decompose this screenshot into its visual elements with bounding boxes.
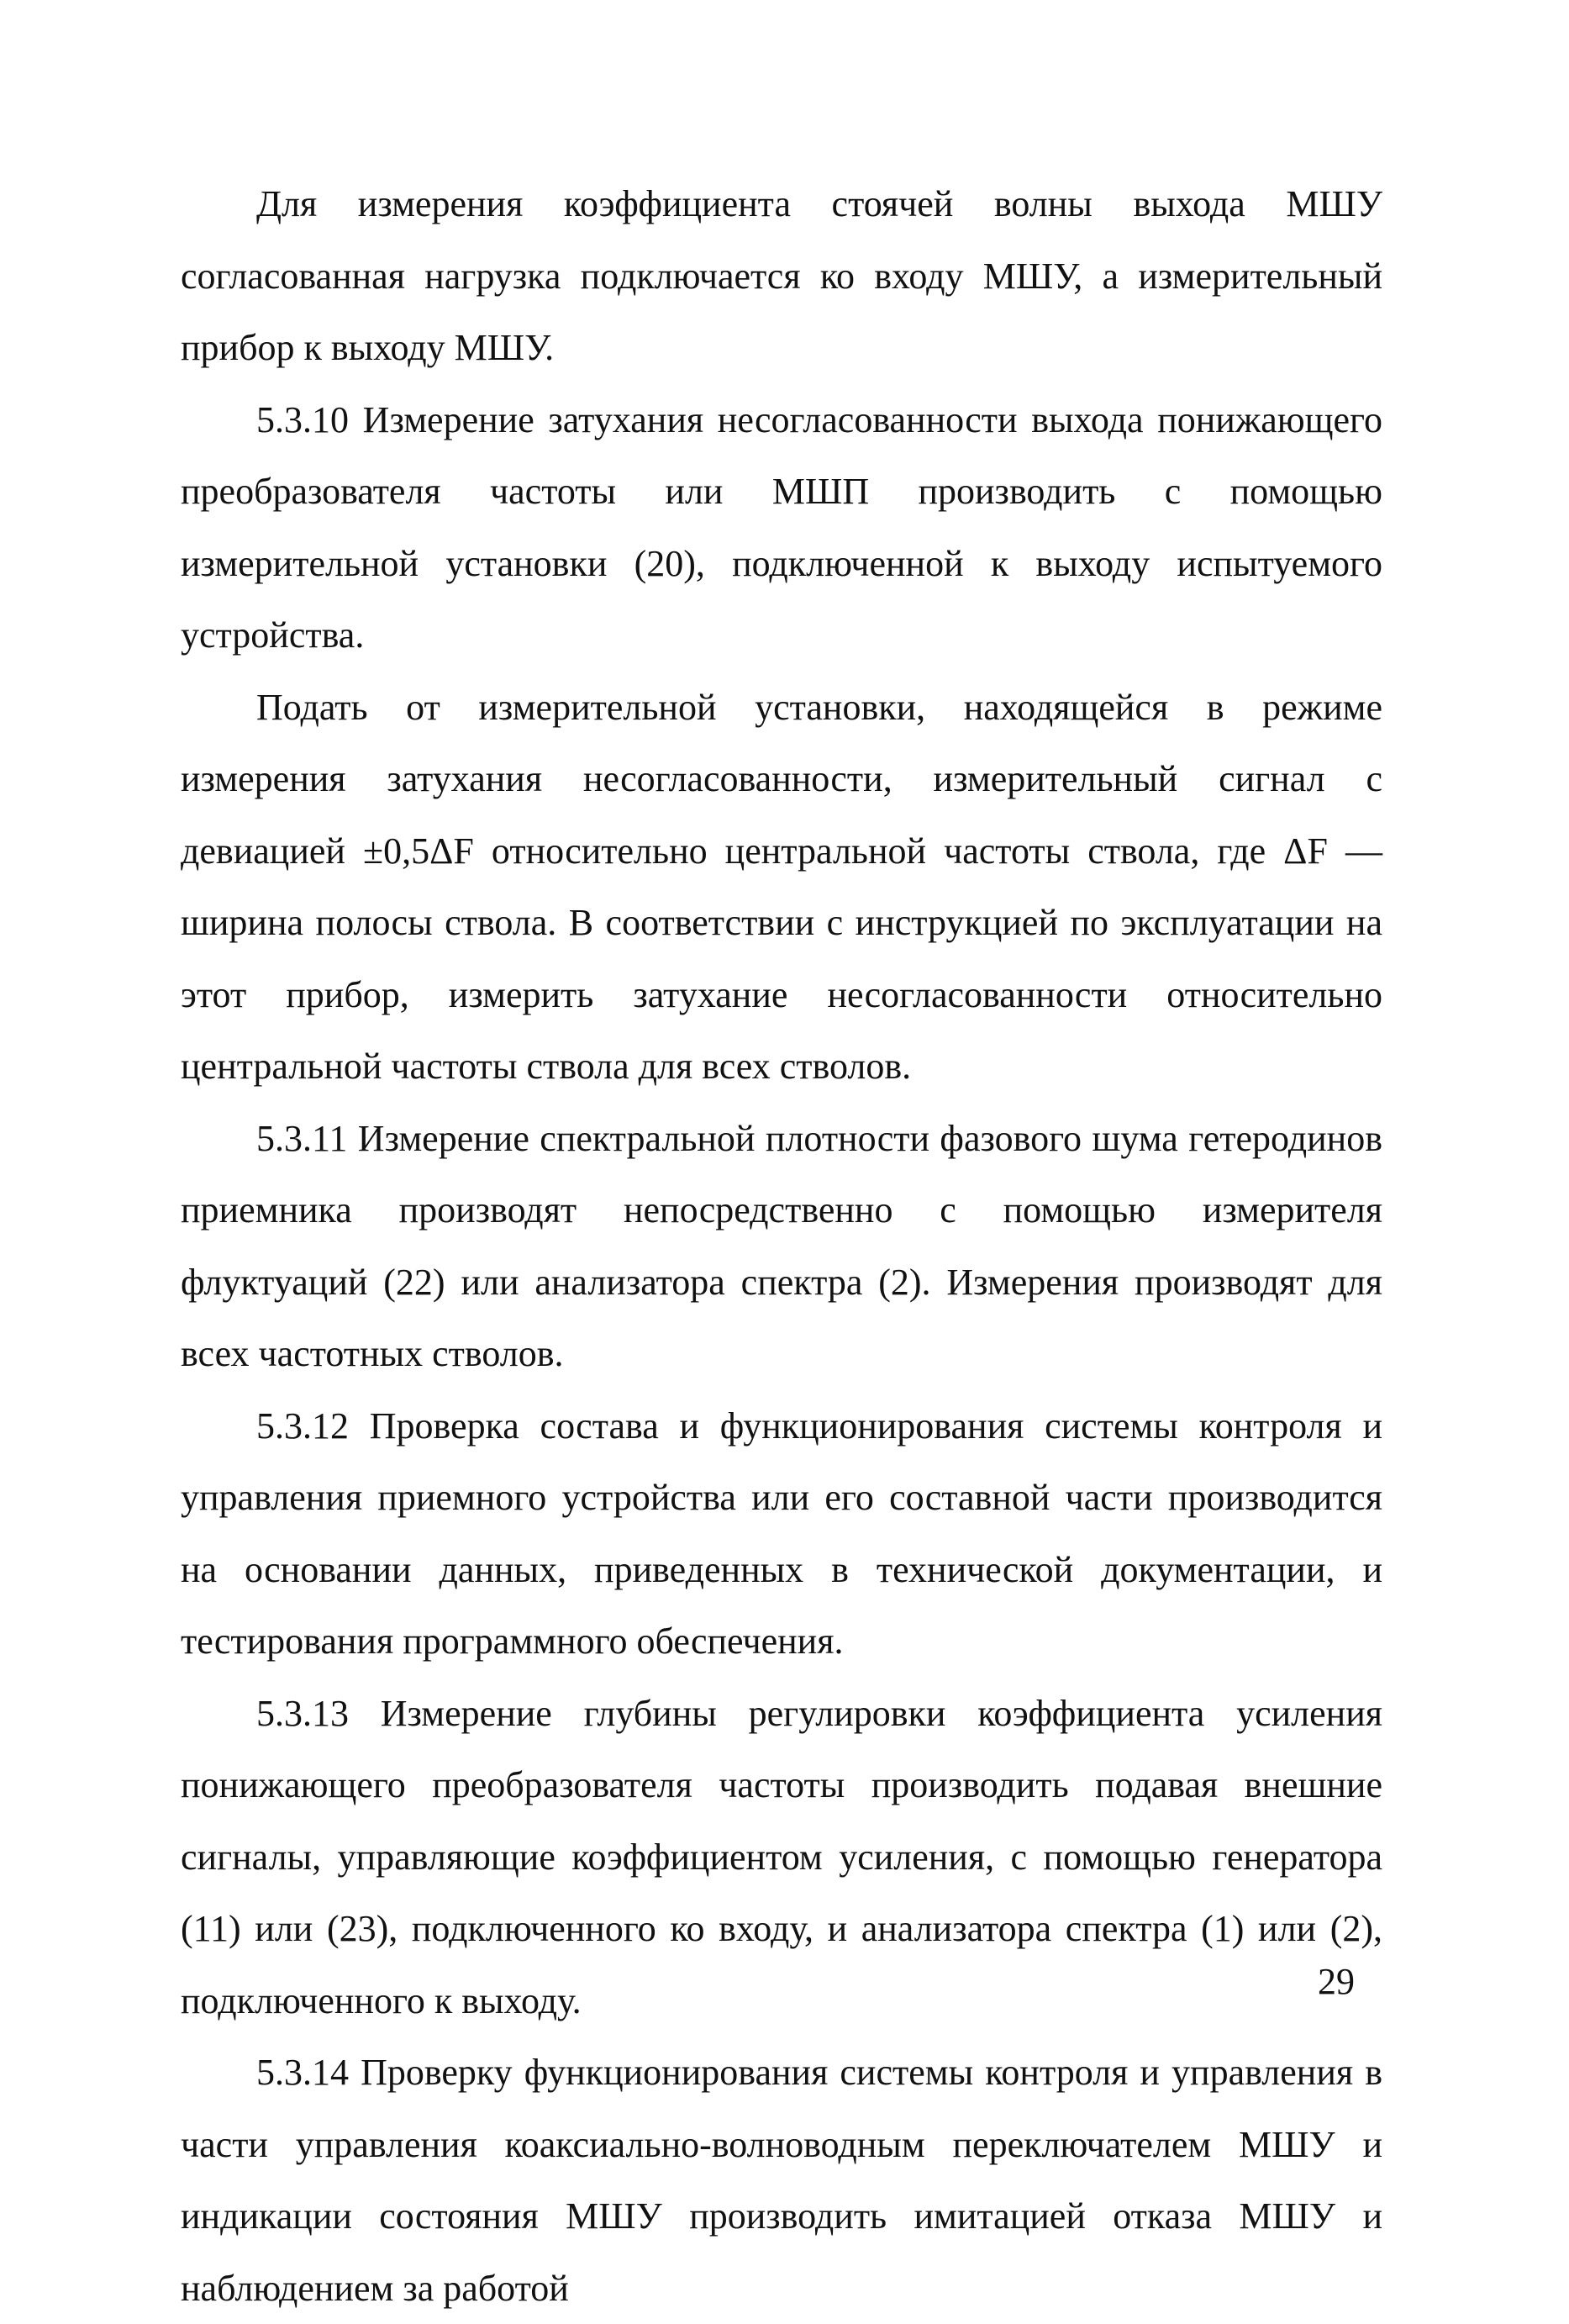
paragraph-5-3-11: 5.3.11 Измерение спектральной плотности фазового шума гетеродинов приемника производят непосредственно с помощью измерителя флуктуаций (22) или анализатора спектра (2). Измерения производят для всех частотных стволов. xyxy=(181,1117,1382,1374)
paragraph-5-3-14: 5.3.14 Проверку функционирования системы контроля и управления в части управления коаксиально-волноводным переключателем МШУ и индикации состояния МШУ производить имитацией отказа МШУ и наблюдением за работой xyxy=(181,2052,1382,2309)
paragraph-5-3-12: 5.3.12 Проверка состава и функционирования системы контроля и управления приемного устройства или его составной части производится на основании данных, приведенных в технической документации, и тестирования программного обеспечения. xyxy=(181,1404,1382,1662)
page-number: 29 xyxy=(1318,1961,1355,2002)
paragraph-5-3-10: 5.3.10 Измерение затухания несогласованности выхода понижающего преобразователя частоты или МШП производить с помощью измерительной установки (20), подключенной к выходу испытуемого устройства. xyxy=(181,398,1382,656)
paragraph-mismatch-signal: Подать от измерительной установки, находящейся в режиме измерения затухания несогласованности, измерительный сигнал с девиацией ±0,5ΔF относительно центральной частоты ствола, где ΔF — ширина полосы ствола. В соответствии с инструкцией по эксплуатации на этот прибор, измерить затухание несогласованности относительно центральной частоты ствола для всех стволов. xyxy=(181,686,1382,1087)
paragraph-5-3-13: 5.3.13 Измерение глубины регулировки коэффициента усиления понижающего преобразователя частоты производить подавая внешние сигналы, управляющие коэффициентом усиления, с помощью генератора (11) или (23), подключенного ко входу, и анализатора спектра (1) или (2), подключенного к выходу. xyxy=(181,1692,1382,2021)
document-page xyxy=(181,168,1382,2324)
paragraph-vswr-output: Для измерения коэффициента стоячей волны выхода МШУ согласованная нагрузка подключается ко входу МШУ, а измерительный прибор к выходу МШУ. xyxy=(181,183,1382,368)
